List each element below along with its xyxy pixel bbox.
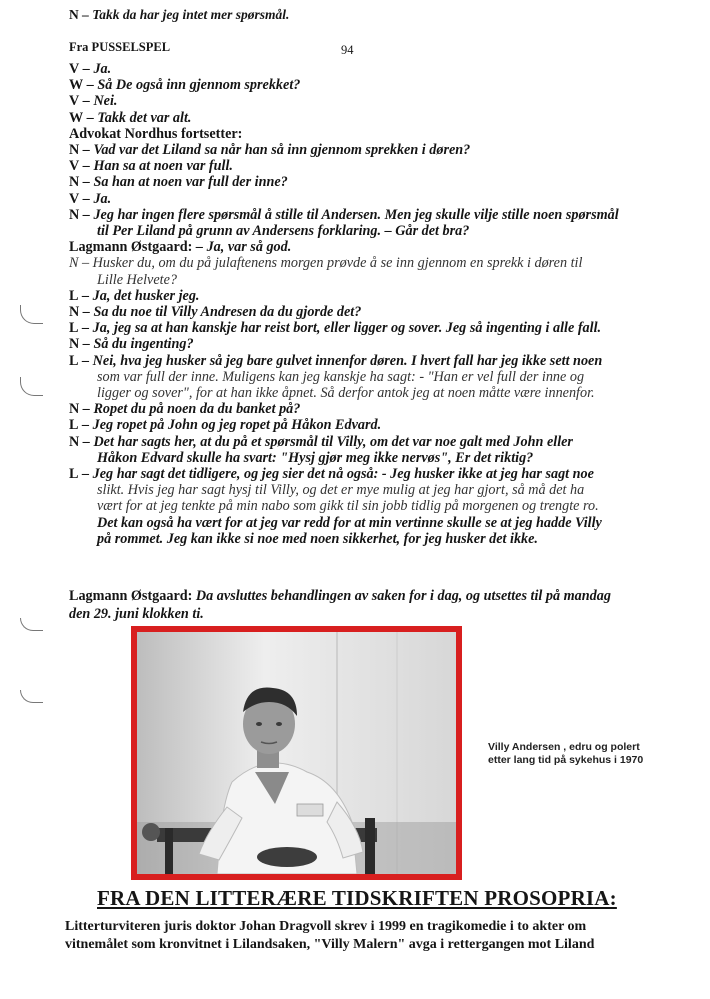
transcript-continuation: Lille Helvete? bbox=[97, 271, 177, 288]
transcript-line: N – Så du ingenting? bbox=[69, 336, 194, 353]
transcript-line: N – Det har sagts her, at du på et spørsmål til Villy, om det var noe galt med John eller bbox=[69, 433, 573, 450]
transcript-line: N – Takk da har jeg intet mer spørsmål. bbox=[69, 7, 290, 22]
transcript-line: N – Husker du, om du på julaftenens morgen prøvde å se inn gjennom en sprekk i døren til bbox=[69, 255, 583, 272]
transcript-continuation: vært for at jeg tenkte på min nabo som gikk til sin jobb tidlig på morgenen og trengte ro. bbox=[97, 498, 599, 515]
transcript-line: W – Så De også inn gjennom sprekket? bbox=[69, 77, 301, 94]
portrait-illustration bbox=[137, 632, 456, 874]
transcript-line: W – Takk det var alt. bbox=[69, 109, 192, 126]
page-number: 94 bbox=[341, 43, 354, 57]
transcript-line: N – Vad var det Liland sa når han så inn gjennom sprekken i døren? bbox=[69, 142, 471, 158]
transcript-line: V – Ja. bbox=[69, 190, 112, 207]
transcript-continuation: Håkon Edvard skulle ha svart: "Hysj gjør meg ikke nervøs", Er det riktig? bbox=[97, 449, 534, 466]
portrait-photo-icon bbox=[137, 632, 456, 874]
closing-line bbox=[69, 587, 611, 605]
transcript-note: Advokat Nordhus fortsetter: bbox=[69, 125, 243, 142]
photo-caption bbox=[488, 741, 643, 767]
closing-text: Da avsluttes behandlingen av saken for i dag, og utsettes til på mandag bbox=[192, 588, 611, 604]
section-headline: FRA DEN LITTERÆRE TIDSKRIFTEN PROSOPRIA: bbox=[97, 886, 617, 910]
transcript-line: L – Nei, hva jeg husker så jeg bare gulvet innenfor døren. I hvert fall har jeg ikke sett noen bbox=[69, 352, 603, 369]
transcript-continuation: til Per Liland på grunn av Andersens forklaring. – Går det bra? bbox=[97, 223, 470, 239]
transcript-line: V – Ja. bbox=[69, 61, 112, 77]
transcript-line: N – Jeg har ingen flere spørsmål å stille til Andersen. Men jeg skulle vilje stille noen spørsmål bbox=[69, 206, 619, 223]
binder-hole-mark-icon bbox=[20, 377, 43, 396]
closing-speaker: Lagmann Østgaard: bbox=[69, 588, 193, 604]
transcript-line: L – Jeg ropet på John og jeg ropet på Håkon Edvard. bbox=[69, 417, 382, 434]
binder-hole-mark-icon bbox=[20, 618, 43, 631]
transcript-continuation: ligger og sover", for at han ikke åpnet. Så derfor antok jeg at noen måtte være innenfor. bbox=[97, 385, 595, 401]
transcript-line: V – Nei. bbox=[69, 93, 118, 110]
transcript-continuation: på rommet. Jeg kan ikke si noe med noen sikkerhet, for jeg husker det ikke. bbox=[97, 530, 538, 547]
transcript-line: V – Han sa at noen var full. bbox=[69, 158, 233, 175]
transcript-continuation: som var full der inne. Muligens kan jeg kanskje ha sagt: - "Han er vel full der inne og bbox=[97, 368, 585, 385]
transcript-line: L – Jeg har sagt det tidligere, og jeg sier det nå også: - Jeg husker ikke at jeg har sagt noe bbox=[69, 466, 594, 482]
transcript-line: N – Sa han at noen var full der inne? bbox=[69, 174, 288, 191]
photo-caption-line: etter lang tid på sykehus i 1970 bbox=[488, 754, 644, 766]
photo-frame bbox=[131, 626, 462, 880]
intro-line: Litterturviteren juris doktor Johan Dragvoll skrev i 1999 en tragikomedie i to akter om bbox=[65, 919, 587, 934]
intro-line: vitnemålet som kronvitnet i Lilandsaken, "Villy Malern" avga i rettergangen mot Liland bbox=[65, 937, 595, 952]
transcript-line: L – Ja, jeg sa at han kanskje har reist bort, eller ligger og sover. Jeg så ingenting i alle fall. bbox=[69, 320, 602, 337]
transcript-line: N – Sa du noe til Villy Andresen da du gjorde det? bbox=[69, 304, 362, 320]
transcript-line: Lagmann Østgaard: – Ja, var så god. bbox=[69, 239, 292, 256]
transcript-continuation: slikt. Hvis jeg har sagt hysj til Villy, og det er mye mulig at jeg har gjort, så må det ha bbox=[97, 482, 585, 499]
transcript-continuation: Det kan også ha vært for at jeg var redd for at min vertinne skulle se at jeg hadde Villy bbox=[97, 514, 602, 531]
closing-continuation: den 29. juni klokken ti. bbox=[69, 606, 204, 622]
binder-hole-mark-icon bbox=[20, 305, 43, 324]
source-label: Fra PUSSELSPEL bbox=[69, 40, 171, 54]
binder-hole-mark-icon bbox=[20, 690, 43, 703]
transcript-line: N – Ropet du på noen da du banket på? bbox=[69, 401, 301, 418]
transcript-line: L – Ja, det husker jeg. bbox=[69, 287, 200, 304]
photo-caption-line: Villy Andersen , edru og polert bbox=[488, 741, 640, 753]
